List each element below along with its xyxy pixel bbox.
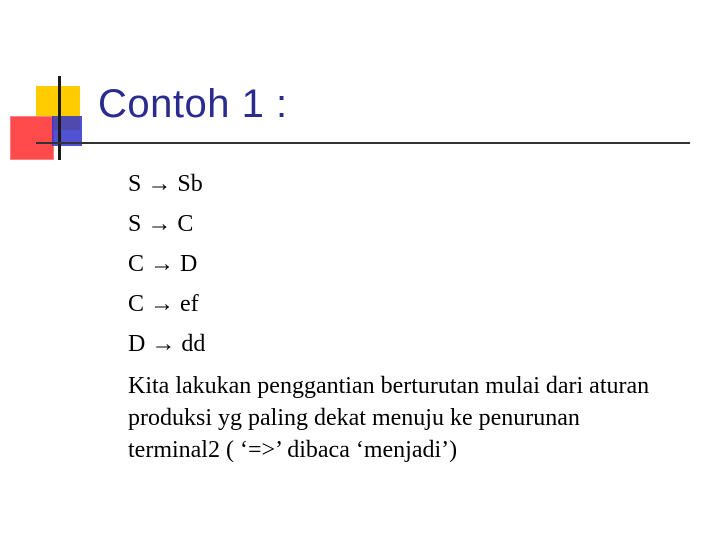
production-rule: S → Sb <box>128 171 203 197</box>
slide-body <box>128 164 698 466</box>
vertical-divider <box>58 76 61 160</box>
red-square-decoration <box>10 116 54 160</box>
explanation-paragraph: Kita lakukan penggantian berturutan mulai dari aturan produksi yg paling dekat menuju ke penurunan terminal2 ( ‘=>’ dibaca ‘menjadi’) <box>128 373 650 463</box>
production-rule: C → ef <box>128 291 199 317</box>
production-rule: S → C <box>128 211 194 237</box>
slide-title: Contoh 1 : <box>98 82 288 126</box>
corner-decoration <box>0 0 110 170</box>
title-underline <box>36 142 690 144</box>
production-rule: D → dd <box>128 331 206 357</box>
production-rule: C → D <box>128 251 198 277</box>
